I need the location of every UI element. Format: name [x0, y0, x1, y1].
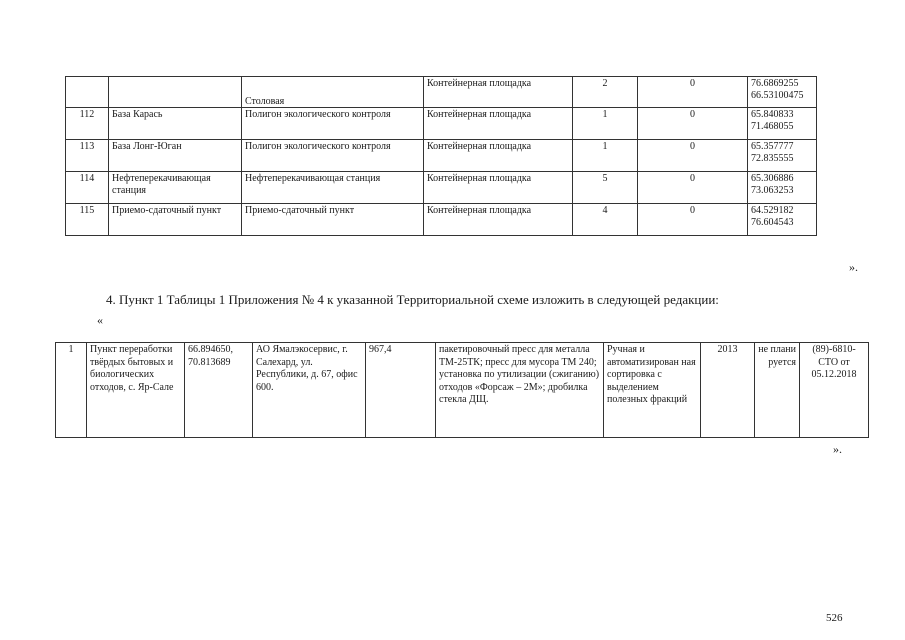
- section-heading: 4. Пункт 1 Таблицы 1 Приложения № 4 к указанной Территориальной схеме изложить в следующей редакции:: [106, 292, 719, 307]
- zero-value: 0: [638, 140, 748, 172]
- table-row: [66, 108, 817, 140]
- license-number: (89)-6810-СТО от 05.12.2018: [800, 343, 869, 438]
- capacity: 967,4: [366, 343, 436, 438]
- table-row: [66, 140, 817, 172]
- opening-quote: «: [97, 313, 103, 327]
- site-type: Контейнерная площадка: [424, 172, 573, 204]
- page-number: 526: [826, 612, 843, 624]
- zero-value: 0: [638, 77, 748, 108]
- equipment: пакетировочный пресс для металла ТМ-25ТК; пресс для мусора ТМ 240; установка по утилизации (сжиганию) отходов «Форсаж – 2М»; дробилка стекла ДЩ.: [436, 343, 604, 438]
- planned-status: не плани руется: [755, 343, 800, 438]
- site-name: Нефтеперекачивающая станция: [109, 172, 242, 204]
- site-purpose: Приемо-сдаточный пункт: [242, 204, 424, 236]
- container-count: 1: [573, 108, 638, 140]
- site-type: Контейнерная площадка: [424, 77, 573, 108]
- container-count: 2: [573, 77, 638, 108]
- operator: АО Ямалэкосервис, г. Салехард, ул. Республики, д. 67, офис 600.: [253, 343, 366, 438]
- container-count: 4: [573, 204, 638, 236]
- coordinates: 64.529182 76.604543: [748, 204, 817, 236]
- site-purpose: Столовая: [242, 77, 424, 108]
- site-type: Контейнерная площадка: [424, 204, 573, 236]
- row-number: [66, 77, 109, 108]
- table-row: [66, 204, 817, 236]
- container-count: 1: [573, 140, 638, 172]
- site-type: Контейнерная площадка: [424, 140, 573, 172]
- processing-facility-table: [55, 342, 869, 438]
- site-name: База Карась: [109, 108, 242, 140]
- container-count: 5: [573, 172, 638, 204]
- site-type: Контейнерная площадка: [424, 108, 573, 140]
- site-name: [109, 77, 242, 108]
- zero-value: 0: [638, 172, 748, 204]
- table-row: [66, 172, 817, 204]
- coordinates: 65.357777 72.835555: [748, 140, 817, 172]
- sorting-method: Ручная и автоматизирован ная сортировка с выделением полезных фракций: [604, 343, 701, 438]
- closing-quote: ».: [833, 442, 842, 456]
- row-number: 113: [66, 140, 109, 172]
- coordinates: 76.6869255 66.53100475: [748, 77, 817, 108]
- zero-value: 0: [638, 108, 748, 140]
- waste-sites-table-continued: [65, 76, 817, 236]
- row-number: 115: [66, 204, 109, 236]
- facility-name: Пункт переработки твёрдых бытовых и биологических отходов, с. Яр-Сале: [87, 343, 185, 438]
- coordinates: 65.840833 71.468055: [748, 108, 817, 140]
- site-name: База Лонг-Юган: [109, 140, 242, 172]
- table-row: [56, 343, 869, 438]
- coordinates: 66.894650, 70.813689: [185, 343, 253, 438]
- row-number: 114: [66, 172, 109, 204]
- site-name: Приемо-сдаточный пункт: [109, 204, 242, 236]
- coordinates: 65.306886 73.063253: [748, 172, 817, 204]
- zero-value: 0: [638, 204, 748, 236]
- commission-year: 2013: [701, 343, 755, 438]
- row-number: 1: [56, 343, 87, 438]
- site-purpose: Полигон экологического контроля: [242, 140, 424, 172]
- table-row: [66, 77, 817, 108]
- row-number: 112: [66, 108, 109, 140]
- site-purpose: Полигон экологического контроля: [242, 108, 424, 140]
- site-purpose: Нефтеперекачивающая станция: [242, 172, 424, 204]
- closing-quote: ».: [849, 260, 858, 274]
